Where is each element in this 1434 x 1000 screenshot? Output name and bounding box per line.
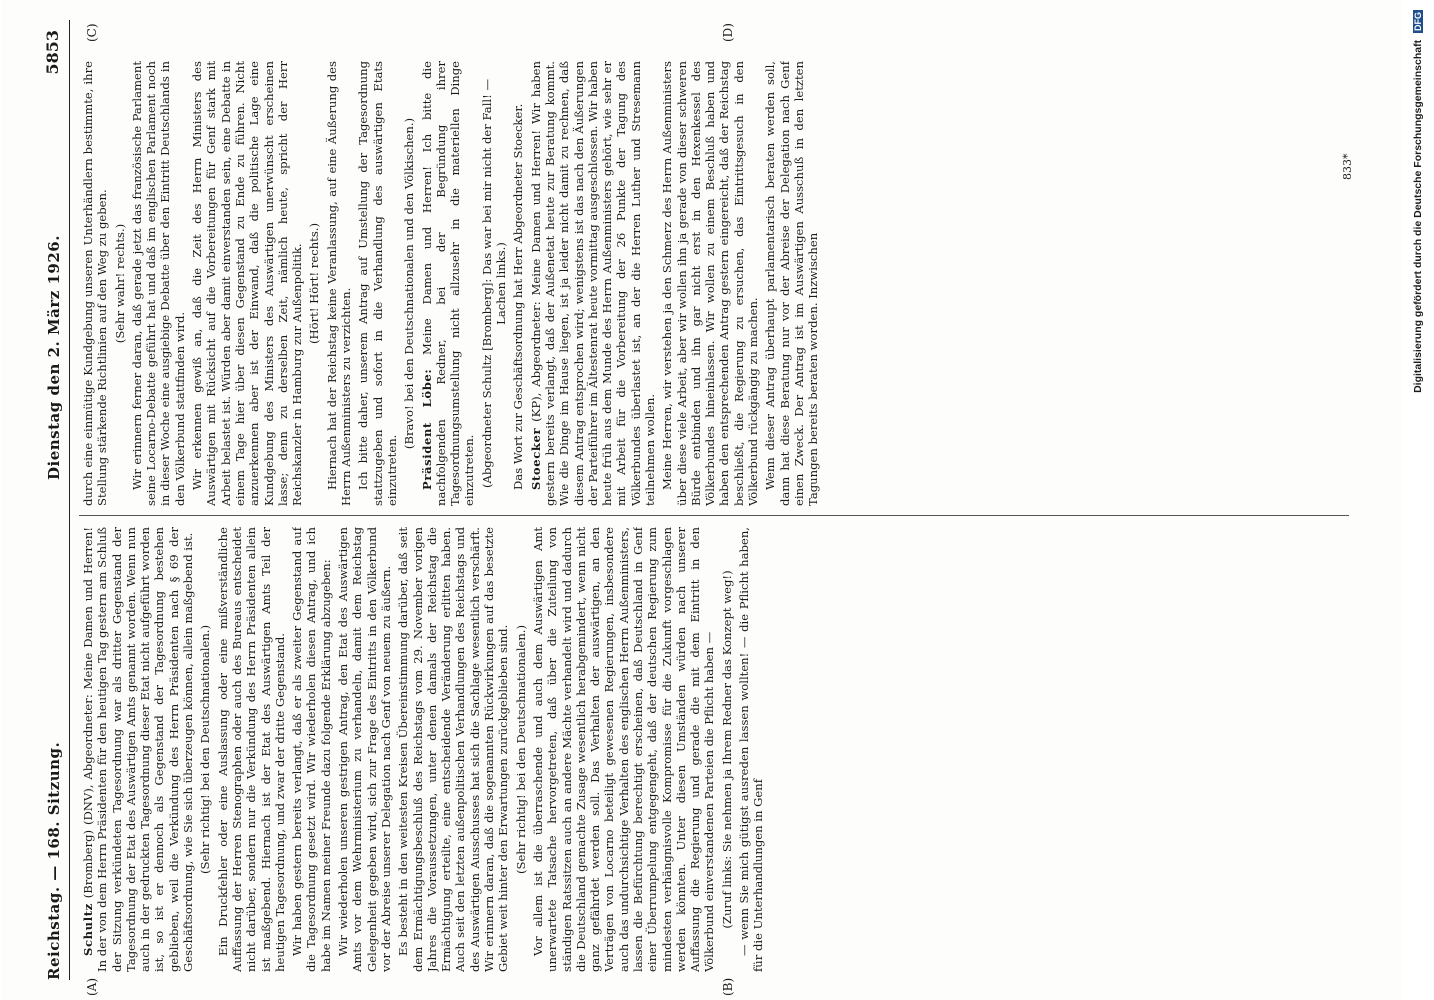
credit-text: Digitalisierung gefördert durch die Deutsche Forschungsgemeinschaft [1412, 39, 1424, 393]
paragraph: Wir erkennen gewiß an, daß die Zeit des Herrn Ministers des Auswärtigen mit Rücksicht auf die Vorbereitungen für Genf stark mit Arbeit belastet ist. Würden aber damit einverstanden sein, eine Debatte in einem Tage hier über diesen Gegenstand zu Ende zu führen. Nicht anzuerkennen aber ist der Einwand, daß die politische Lage eine Kundgebung des Ministers des Auswärtigen unerwünscht erscheinen lasse; denn zu derselben Zeit, nämlich heute, spricht der Herr Reichskanzler in Hamburg zur Außenpolitik. [190, 61, 305, 506]
paragraph: Hiernach hat der Reichstag keine Veranlassung, auf eine Äußerung des Herrn Außenministers zu verzichten. [324, 61, 354, 506]
interjection: (Bravo! bei den Deutschnationalen und den Völkischen.) [402, 117, 417, 450]
paragraph: Wir haben gestern bereits verlangt, daß er als zweiter Gegenstand auf die Tagesordnung gesetzt wird. Wir wiederholen diesen Antrag, und ich habe im Namen meiner Freunde dazu folgende Erklärung abzugeben: [290, 527, 333, 972]
paragraph: Es besteht in den weitesten Kreisen Übereinstimmung darüber, daß seit dem Ermächtigungsbeschluß des Reichstags vom 29. November vorigen Jahres die Voraussetzungen, unter denen damals der Reichstag die Ermächtigung erteilte, eine entscheidende Veränderung erlitten haben. Auch seit den letzten außenpolitischen Verhandlungen des Reichstags und des Auswärtigen Ausschusses hat sich die Sachlage wesentlich verschärft. Wir erinnern daran, daß die sogenannten Rückwirkungen auf das besetzte Gebiet weit hinter den Erwartungen zurückgeblieben sind. [396, 527, 511, 972]
sheet-signature: 833* [1341, 153, 1354, 180]
speaker-name: Präsident Löbe: [419, 368, 434, 490]
paragraph [529, 61, 658, 506]
margin-letter-a: (A) [85, 977, 99, 996]
running-head-center: Dienstag den 2. März 1926. [45, 235, 63, 480]
speaker-name: Stoecker [528, 427, 543, 490]
text-column-right [81, 61, 1351, 506]
text-column-left [81, 527, 1351, 972]
column-divider [79, 515, 1349, 516]
dfg-logo: DFG [1413, 12, 1423, 31]
margin-letter-d: (D) [721, 23, 735, 42]
interjection: (Sehr richtig! bei den Deutschnationalen.) [513, 624, 528, 875]
paragraph: Wenn dieser Antrag überhaupt parlamentarisch beraten werden soll, dann hat diese Beratung nur vor der Abreise der Delegation nach Genf einen Zweck. Der Antrag ist im Auswärtigen Ausschuß in den letzten Tagungen bereits beraten worden. Inzwischen [763, 61, 821, 506]
paragraph [81, 527, 195, 972]
paragraph: Ich bitte daher, unserem Antrag auf Umstellung der Tagesordnung stattzugeben und sofort in die Verhandlung des auswärtigen Etats einzutreten. [356, 61, 399, 506]
paragraph: Wir wiederholen unseren gestrigen Antrag, den Etat des Auswärtigen Amts vor dem Wehrministerium zu verhandeln, damit dem Reichstag Gelegenheit gegeben wird, sich zur Frage des Eintritts in den Völkerbund vor der Abreise unserer Delegation nach Genf von neuem zu äußern. [336, 527, 393, 972]
interjection: (Hört! Hört! rechts.) [307, 223, 322, 344]
speech-text: (KP), Abgeordneter: Meine Damen und Herren! Wir haben gestern bereits verlangt, daß der Außenetat heute zur Beratung kommt. Wie die Dinge im Hause liegen, ist ja leider nicht damit zu rechnen, daß diesem Antrag entsprochen wird; wenigstens ist das nach den Äußerungen der Parteiführer im Ältestenrat heute vormittag ausgeschlossen. Wir haben heute früh aus dem Munde des Herrn Außenministers gehört, wie sehr er mit Arbeit für die Vorbereitung der 26 Punkte der Tagung des Völkerbundes überlastet ist, an der die Herren Luther und Stresemann teilnehmen wollen. [528, 61, 657, 506]
interjection: (Sehr wahr! rechts.) [112, 223, 127, 344]
header-rule [69, 20, 70, 980]
speaker-name: Schultz [81, 903, 95, 956]
paragraph: — wenn Sie mich gütigst ausreden lassen wollten! — die Pflicht haben, für die Unterhandlungen in Genf [737, 527, 766, 972]
paragraph: Wir erinnern ferner daran, daß gerade jetzt das französische Parlament seine Locarno-Debatte geführt hat und daß im englischen Parlament noch in dieser Woche eine ausgiebige Debatte über den Eintritt Deutschlands in den Völkerbund stattfinden wird. [129, 61, 187, 506]
paragraph: Ein Druckfehler oder eine Auslassung oder eine mißverständliche Auffassung der Herren Stenographen oder auch des Bureaus entscheidet nicht darüber, sondern nur die Verkündung des Herrn Präsidenten allein ist maßgebend. Hiernach ist der Etat des Auswärtigen Amts Teil der heutigen Tagesordnung, und zwar der dritte Gegenstand. [215, 527, 287, 972]
interjection: (Sehr richtig! bei den Deutschnationalen.) [198, 624, 213, 875]
interjection: (Zuruf links: Sie nehmen ja Ihrem Redner das Konzept weg!) [719, 570, 734, 929]
margin-letter-b: (B) [721, 977, 735, 996]
paragraph [420, 61, 477, 506]
running-head-left: Reichstag. — 168. Sitzung. [45, 741, 63, 980]
margin-letter-c: (C) [85, 23, 99, 42]
rotated-page [1, 0, 1401, 1000]
speech-text: (Bromberg) (DNV), Abgeordneter: Meine Damen und Herren! In der von dem Herrn Präsidenten für den heutigen Tag gestern am Schluß der Sitzung verkündeten Tagesordnung war als dritter Gegenstand der Tagesordnung der Etat des Auswärtigen Amts genannt worden. Wenn nun auch in der gedruckten Tagesordnung dieser Etat nicht aufgeführt worden ist, so ist er dennoch als Gegenstand der Tagesordnung bestehen geblieben, weil die Verkündung des Herrn Präsidenten nach § 69 der Geschäftsordnung, wie Sie sich überzeugen können, allein maßgebend ist. [81, 527, 196, 972]
scanned-page [1, 0, 1401, 1000]
page-number: 5853 [43, 30, 62, 75]
paragraph: Das Wort zur Geschäftsordnung hat Herr Abgeordneter Stoecker. [511, 103, 526, 490]
interjection: (Abgeordneter Schultz [Bromberg]: Das war bei mir nicht der Fall! — Lachen links.) [479, 78, 509, 489]
paragraph: durch eine einmütige Kundgebung unseren Unterhändlern bestimmte, ihre Stellung stärkende Richtlinien auf den Weg zu geben. [81, 61, 110, 506]
paragraph: Vor allem ist die überraschende und auch dem Auswärtigen Amt unerwartete Tatsache hervorgetreten, daß über die Zuteilung von ständigen Ratssitzen auch an andere Mächte verhandelt wird und dadurch die Deutschland gemachte Zusage wesentlich herabgemindert, wenn nicht ganz gefährdet werden soll. Das Verhalten der auswärtigen, an den Verträgen von Locarno beteiligt gewesenen Regierungen, insbesondere auch das undurchsichtige Verhalten des englischen Herrn Außenministers, lassen die Befürchtung berechtigt erscheinen, daß Deutschland in Genf einer Überrumpelung entgegengeht, daß der deutschen Regierung zum mindesten verhängnisvolle Kompromisse für die Zukunft vorgeschlagen werden könnten. Unter diesen Umständen würden nach unserer Auffassung die Regierung und gerade die mit dem Eintritt in den Völkerbund einverstandenen Parteien die Pflicht haben — [530, 527, 717, 972]
paragraph: Meine Herren, wir verstehen ja den Schmerz des Herrn Außenministers über diese viele Arbeit, aber wir wollen ihn ja gerade von dieser schweren Bürde entbinden und ihn gar nicht erst in den Hexenkessel des Völkerbundes hineinlassen. Wir wollen zu einem Beschluß haben und haben den entsprechenden Antrag gestern eingereicht, daß der Reichstag beschließt, die Regierung zu ersuchen, das Eintrittsgesuch in den Völkerbund rückgängig zu machen. [660, 61, 761, 506]
speech-text: Meine Damen und Herren! Ich bitte die nachfolgenden Redner, bei der Begründung ihrer Tagesordnungsumstellung nicht allzusehr in die materiellen Dinge einzutreten. [419, 61, 477, 506]
digitization-credit [1412, 0, 1434, 1000]
